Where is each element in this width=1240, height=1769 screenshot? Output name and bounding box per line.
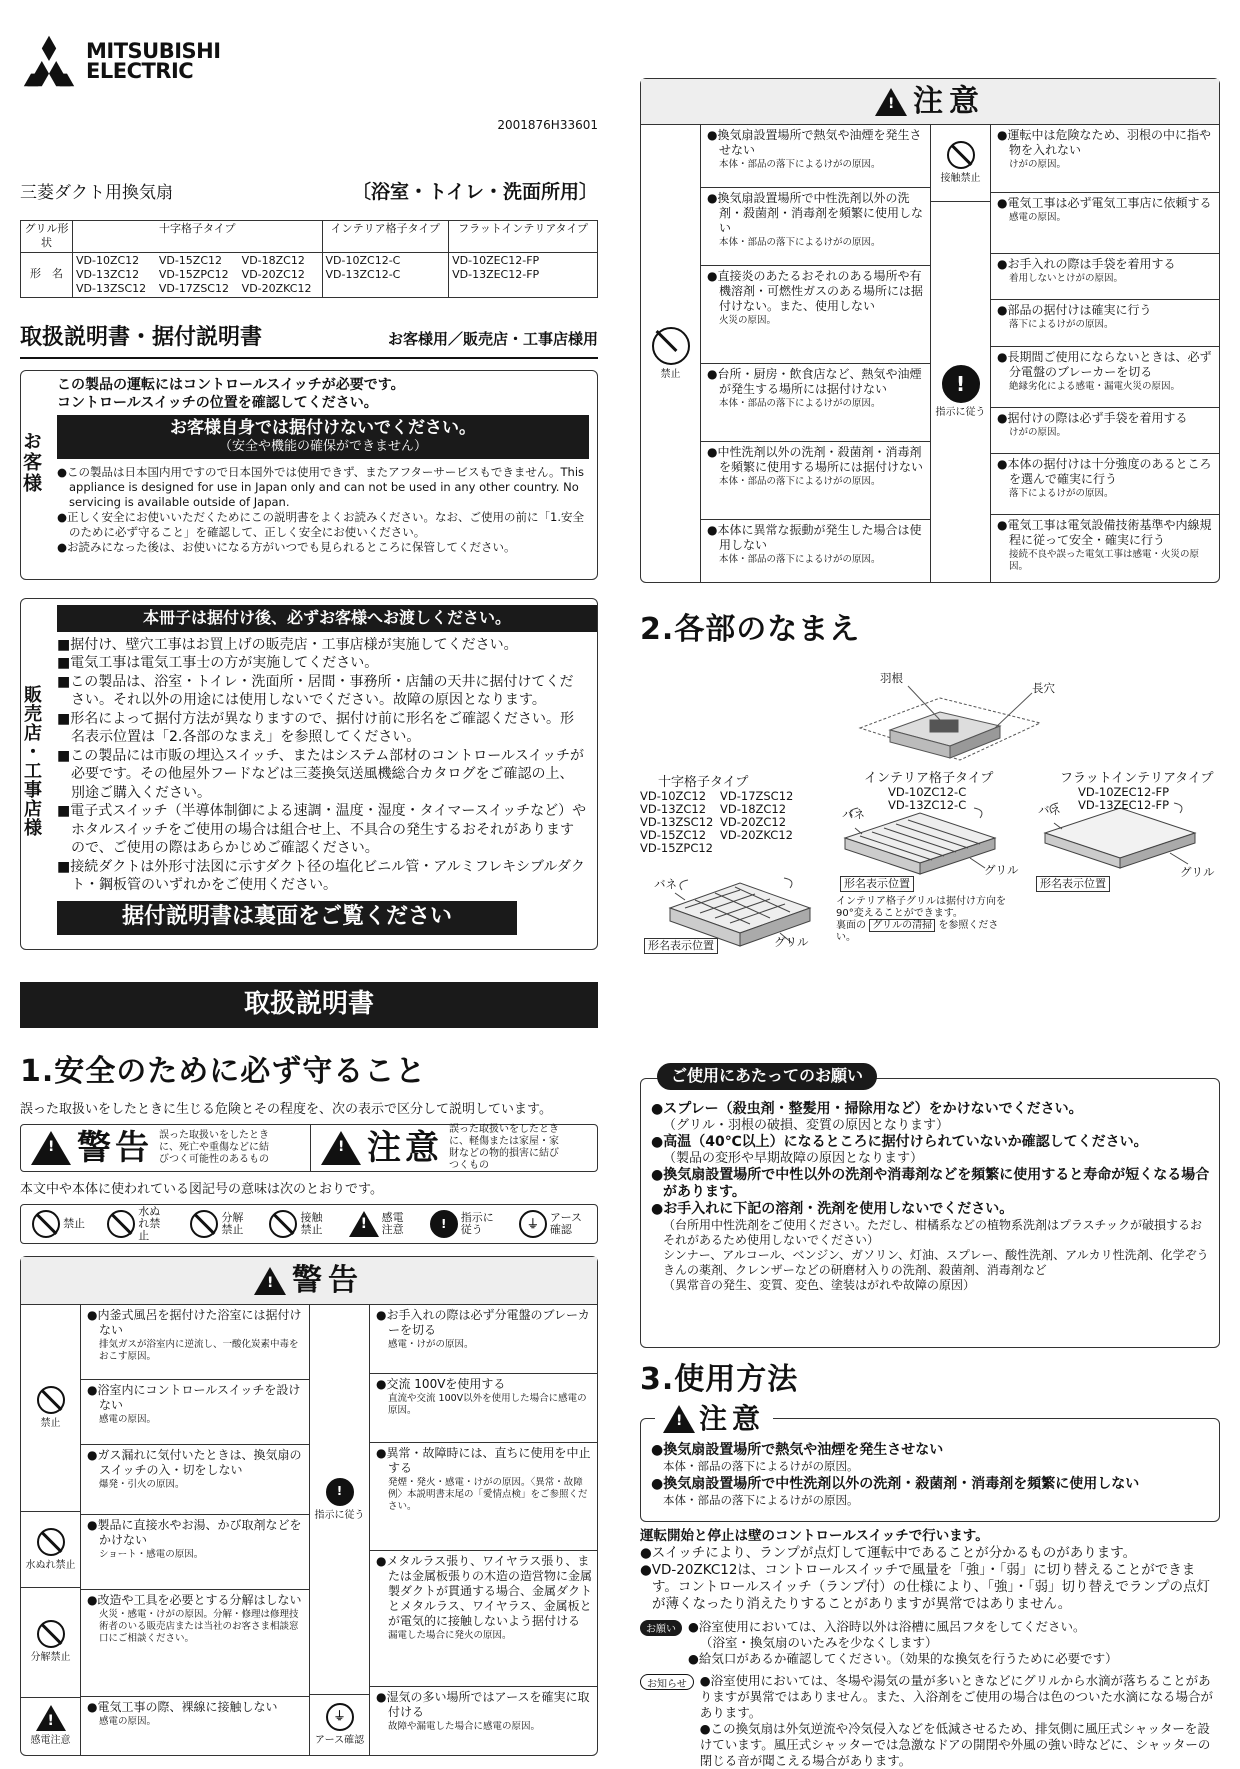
symbol-item	[430, 1210, 497, 1238]
icon-label: 接触禁止	[940, 173, 981, 184]
item-reason: 爆発・引火の原因。	[99, 1478, 185, 1490]
customer-warning-band	[57, 415, 589, 459]
product-row	[20, 180, 598, 205]
model-name: VD-18ZC12	[720, 802, 787, 816]
symbol-label: 水ぬれ禁止	[138, 1205, 161, 1242]
symbol-item	[349, 1211, 408, 1237]
brand-header	[20, 20, 598, 102]
caution-item	[991, 300, 1219, 346]
warning-triangle-icon	[31, 1131, 71, 1165]
list-item: ● スプレー（殺虫剤・整髪用・掃除用など）をかけないでください。	[651, 1101, 1211, 1118]
customer-box	[20, 370, 598, 580]
notice-badge: お知らせ	[640, 1674, 694, 1690]
item-reason: 着用しないとけがの原因。	[1009, 273, 1124, 285]
icon-cell	[21, 1305, 80, 1512]
item-text: ● 電気工事の際、裸線に接触しない	[87, 1700, 304, 1715]
icon-cell	[641, 125, 700, 582]
note-line: ●給気口があるか確認してください。（効果的な換気を行うために必要です）	[688, 1651, 1118, 1666]
request-list	[651, 1101, 1211, 1293]
interior-type-label: インテリア格子タイプ	[864, 771, 994, 786]
caution-item	[991, 254, 1219, 300]
item-reason: 感電の原因。	[1009, 212, 1067, 224]
no-touch-icon	[947, 141, 975, 169]
list-item: ● 換気扇設置場所で熱気や油煙を発生させない	[651, 1441, 1211, 1459]
model-name: VD-20ZC12	[720, 815, 787, 829]
list-item: ■ 接続ダクトは外形寸法図に示すダクト径の塩化ビニル管・アルミフレキシブルダクト・鋼板管のいずれかをご使用ください。	[57, 858, 587, 895]
icon-cell	[310, 1695, 369, 1755]
usage-heading: 3.使用方法	[640, 1362, 799, 1397]
item-text: ● 直接炎のあたるおそれのある場所や有機溶剤・可燃性ガスのある場所には据付けない。また、使用しない	[707, 269, 925, 314]
model-cell: VD-15ZPC12	[158, 267, 229, 281]
model-label: 形 名	[21, 252, 73, 297]
item-text: ● 浴室内にコントロールスイッチを設けない	[87, 1383, 304, 1413]
customer-side-label: お客様	[20, 431, 42, 494]
warning-legend	[21, 1125, 311, 1171]
dealer-band: 本冊子は据付け後、必ずお客様へお渡しください。	[57, 605, 597, 632]
intro-line: この製品の運転にはコントロールスイッチが必要です。	[57, 377, 405, 393]
icon-cell	[21, 1698, 80, 1755]
item-reason: 排気ガスが浴室内に逆流し、一酸化炭素中毒をおこす原因。	[99, 1339, 299, 1362]
cross-models-a	[640, 790, 713, 855]
caution-panel-title: 注意	[913, 84, 985, 119]
interior-models	[322, 252, 449, 297]
caution-item	[991, 193, 1219, 254]
dealer-list	[57, 636, 587, 895]
item-reason: 落下によるけがの原因。	[1009, 487, 1114, 499]
request-sub: シンナー、アルコール、ベンジン、ガソリン、灯油、スプレー、酸性洗剤、アルカリ性洗剤、化学ぞうきんの薬剤、クレンザーなどの研磨材入りの洗剤、殺菌剤、消毒剤など	[663, 1248, 1209, 1277]
grille-label: グリル形状	[21, 221, 73, 253]
caution-reason: 本体・部品の落下によるけがの原因。	[663, 1493, 859, 1507]
model-name: VD-13ZC12	[640, 802, 707, 816]
intro-line: コントロールスイッチの位置を確認してください。	[57, 395, 378, 411]
caution-panel-head	[641, 79, 1219, 125]
list-item: ● この製品は日本国内用ですので日本国外では使用できず、またアフターサービスもできません。This appliance is designed for use in Japan only and can not be used in any other country. No servicing is available outside of Japan.	[57, 465, 589, 510]
list-item: ● 正しく安全にお使いいただくためにこの説明書をよくお読みください。なお、ご使用の前に「1.安全のために必ず守ること」を確認して、正しく安全にお使いください。	[57, 510, 589, 540]
item-text: ● 製品に直接水やお湯、かび取剤などをかけない	[87, 1518, 304, 1548]
product-use: 〔浴室・トイレ・洗面所用〕	[351, 181, 598, 203]
list-item: ■ 据付け、壁穴工事はお買上げの販売店・工事店様が実施してください。	[57, 636, 587, 655]
request-sub: （台所用中性洗剤をご使用ください。ただし、柑橘系などの植物系洗剤はプラスチックが破損するおそれがあるため使用しないでください）	[663, 1218, 1203, 1247]
item-text: ● 台所・厨房・飲食店など、熱気や油煙が発生する場所には据付けない	[707, 367, 925, 397]
item-text: ● 換気扇設置場所で熱気や油煙を発生させない	[707, 128, 925, 158]
item-reason: 火災・感電・けがの原因。分解・修理は修理技術者のいる販売店または当社のお客さま相談窓口にご相談ください。	[99, 1608, 299, 1644]
warning-panel	[20, 1256, 598, 1756]
symbol-item	[519, 1210, 586, 1238]
item-text: ● ガス漏れに気付いたときは、換気扇のスイッチの入・切をしない	[87, 1448, 304, 1478]
ref-post: を参照ください。	[836, 920, 999, 943]
item-text: ● 電気工事は必ず電気工事店に依頼する	[997, 196, 1214, 211]
usage-caution-head	[655, 1401, 773, 1437]
item-reason: 接続不良や誤った電気工事は感電・火災の原因。	[1009, 548, 1200, 572]
warning-item	[370, 1551, 597, 1687]
warning-panel-title: 警告	[292, 1263, 364, 1298]
model-name: VD-10ZEC12-FP	[1078, 785, 1170, 799]
nameplate-tag: 形名表示位置	[840, 876, 914, 892]
caution-triangle-icon	[321, 1131, 361, 1165]
item-reason: 故障や漏電した場合に感電の原因。	[388, 1721, 541, 1733]
item-reason: 本体・部品の落下によるけがの原因。	[719, 236, 881, 248]
item-reason: 感電の原因。	[99, 1715, 157, 1727]
flat-models	[1078, 786, 1169, 812]
request-note	[640, 1619, 1220, 1667]
doc-number: 2001876H33601	[497, 118, 598, 132]
manual-audience: お客様用／販売店・工事店様用	[387, 330, 598, 348]
item-text: ● 運転中は危険なため、羽根の中に指や物を入れない	[997, 128, 1214, 158]
usage-caution-list	[651, 1441, 1211, 1507]
warning-item	[370, 1687, 597, 1755]
usage-body	[640, 1528, 1220, 1769]
list-item: ■ 電気工事は電気工事士の方が実施してください。	[57, 654, 587, 673]
brand-line1: MITSUBISHI	[86, 39, 221, 63]
electric-shock-icon	[349, 1211, 379, 1237]
note-line: ●この換気扇は外気逆流や冷気侵入などを低減させるため、排気側に風圧式シャッターを設けています。風圧式シャッターでは急激なドアの開閉や外風の強い時などに、シャッターの閉じる音が聞こえる場合があります。	[699, 1721, 1211, 1768]
parts-diagram	[640, 668, 1220, 1048]
warning-item	[370, 1305, 597, 1374]
safety-heading: 1.安全のために必ず守ること	[20, 1054, 427, 1089]
item-reason: 発煙・発火・感電・けがの原因。〈異常・故障例〉本説明書末尾の「愛情点検」をご参照ください。	[388, 1476, 588, 1512]
cross-models-b	[720, 790, 793, 842]
warning-item	[81, 1515, 309, 1590]
caution-item	[991, 408, 1219, 454]
notice-note	[640, 1673, 1220, 1769]
dealer-box	[20, 598, 598, 950]
item-reason: 本体・部品の落下によるけがの原因。	[719, 398, 881, 410]
caution-item	[991, 454, 1219, 515]
model-name: VD-13ZSC12	[640, 815, 714, 829]
note-line: ●浴室使用においては、入浴時以外は浴槽に風呂フタをしてください。	[688, 1619, 1086, 1634]
icon-label: アース確認	[314, 1735, 365, 1747]
instruction-icon: !	[430, 1210, 458, 1238]
usage-bullet: ● スイッチにより、ランプが点灯して運転中であることが分かるものがあります。	[640, 1545, 1220, 1562]
note-line: （浴室・換気扇のいたみを少なくします）	[700, 1635, 938, 1650]
warning-item	[81, 1445, 309, 1515]
model-cell: VD-10ZC12-C	[325, 253, 401, 267]
symbol-label: 感電注意	[381, 1211, 404, 1236]
interior-type-header: インテリア格子タイプ	[322, 221, 449, 253]
grille-label: グリル	[774, 935, 809, 949]
list-item: ● 高温（40℃以上）になるところに据付けられていないか確認してください。	[651, 1134, 1211, 1151]
warning-item	[81, 1305, 309, 1380]
model-name: VD-10ZC12-C	[888, 785, 967, 799]
model-cell: VD-20ZC12	[241, 267, 305, 281]
item-text: ● 異常・故障時には、直ちに使用を中止する	[376, 1446, 592, 1476]
symbol-item	[190, 1210, 247, 1238]
icon-label: 水ぬれ禁止	[25, 1559, 76, 1571]
icon-label: 指示に従う	[935, 407, 986, 418]
grille-label: グリル	[984, 863, 1019, 877]
product-type: 三菱ダクト用換気扇	[20, 183, 173, 203]
item-text: ● 換気扇設置場所で中性洗剤以外の洗剤・殺菌剤・消毒剤を頻繁に使用しない	[707, 191, 925, 236]
symbol-legend	[20, 1204, 598, 1244]
no-water-icon	[107, 1210, 135, 1238]
mitsubishi-logo-icon	[22, 31, 76, 91]
caution-item	[991, 125, 1219, 193]
item-reason: 感電・けがの原因。	[388, 1339, 474, 1350]
item-reason: 火災の原因。	[719, 314, 777, 326]
icon-cell	[931, 125, 990, 202]
band-sub: （安全や機能の確保ができません）	[218, 439, 427, 455]
symbol-label: 指示に従う	[460, 1211, 494, 1236]
item-text: ● 交流 100Vを使用する	[376, 1377, 592, 1392]
item-text: ● 部品の据付けは確実に行う	[997, 303, 1214, 318]
no-disassembly-icon	[190, 1210, 218, 1238]
caution-reason: 本体・部品の落下によるけがの原因。	[663, 1459, 859, 1473]
flat-type-header: フラットインテリアタイプ	[449, 221, 598, 253]
item-reason: 本体・部品の落下によるけがの原因。	[719, 159, 881, 170]
model-cell: VD-20ZKC12	[241, 281, 312, 295]
warning-item	[81, 1697, 309, 1755]
item-reason: けがの原因。	[1009, 426, 1067, 438]
warning-panel-head	[21, 1257, 597, 1305]
caution-label: 注意	[367, 1127, 443, 1168]
parts-heading: 2.各部のなまえ	[640, 612, 861, 647]
symbol-item	[107, 1206, 168, 1242]
safety-intro: 誤った取扱いをしたときに生じる危険とその程度を、次の表示で区分して説明しています。	[20, 1102, 552, 1117]
list-item: ● お読みになった後は、お使いになる方がいつでも見られるところに保管してください。	[57, 540, 589, 555]
cross-type-header: 十字格子タイプ	[73, 221, 323, 253]
usage-lead: 運転開始と停止は壁のコントロールスイッチで行います。	[640, 1528, 989, 1544]
caution-item	[991, 347, 1219, 408]
item-text: ● 電気工事は電気設備技術基準や内線規程に従って安全・確実に行う	[997, 518, 1214, 548]
model-cell: VD-15ZC12	[158, 253, 223, 267]
nameplate-tag: 形名表示位置	[1036, 876, 1110, 892]
list-item: ● 換気扇設置場所で中性洗剤以外の洗剤・殺菌剤・消毒剤を頻繁に使用しない	[651, 1475, 1211, 1493]
warning-triangle-icon	[254, 1267, 286, 1295]
manual-title-row	[20, 324, 598, 359]
brand-line2: ELECTRIC	[86, 59, 194, 83]
spring-label: バネ	[654, 877, 677, 891]
ref-pre: 裏面の	[836, 920, 866, 931]
prohibited-icon	[32, 1210, 60, 1238]
icon-label: 分解禁止	[30, 1652, 71, 1664]
usage-request-box	[640, 1066, 1220, 1348]
cross-models	[73, 252, 323, 297]
item-reason: 絶縁劣化による感電・漏電火災の原因。	[1009, 380, 1181, 392]
symbol-label: 接触禁止	[300, 1211, 323, 1236]
caution-legend	[311, 1125, 597, 1171]
icon-label: 禁止	[660, 368, 681, 380]
usage-caution-box	[640, 1402, 1220, 1522]
back-side-band: 据付説明書は裏面をご覧ください	[57, 901, 517, 936]
list-item: ■ 形名によって据付方法が異なりますので、据付け前に形名をご確認ください。形名表示位置は「2.各部のなまえ」を参照してください。	[57, 710, 587, 747]
caution-item	[991, 515, 1219, 582]
no-water-icon	[37, 1528, 65, 1556]
grille-label: グリル	[1180, 865, 1215, 879]
warning-item	[370, 1374, 597, 1443]
slot-label: 長穴	[1032, 681, 1055, 695]
left-column	[20, 20, 598, 1747]
symbol-label: 分解禁止	[221, 1211, 244, 1236]
model-cell: VD-10ZC12	[76, 253, 140, 267]
list-item: ■ この製品には市販の埋込スイッチ、またはシステム部材のコントロールスイッチが必要です。その他屋外フードなどは三菱換気送風機総合カタログをご確認の上、別途ご購入ください。	[57, 747, 587, 803]
warning-label: 警告	[77, 1127, 153, 1168]
item-text: ● 据付けの際は必ず手袋を着用する	[997, 411, 1214, 426]
caution-item	[701, 188, 930, 266]
item-reason: ショート・感電の原因。	[99, 1548, 204, 1560]
item-text: ● 内釜式風呂を据付けた浴室には据付けない	[87, 1308, 304, 1338]
interior-note-text: インテリア格子グリルは据付け方向を90°変えることができます。	[836, 896, 1006, 919]
item-reason: 漏電した場合に発火の原因。	[388, 1629, 512, 1641]
icon-label: 感電注意	[30, 1735, 71, 1747]
request-title: ご使用にあたってのお願い	[657, 1063, 877, 1090]
prohibited-icon	[652, 327, 690, 365]
symbol-label: 禁止	[63, 1217, 86, 1230]
blade-label: 羽根	[880, 671, 903, 685]
section-band: 取扱説明書	[20, 982, 598, 1028]
warning-item	[370, 1443, 597, 1551]
request-sub: （異常音の発生、変質、変色、塗装はがれや故障の原因）	[663, 1278, 976, 1292]
caution-triangle-icon	[663, 1405, 695, 1433]
warning-desc: 誤った取扱いをしたときに、死亡や重傷などに結びつく可能性のあるもの	[159, 1130, 269, 1165]
item-reason: 感電の原因。	[99, 1414, 157, 1426]
icon-label: 指示に従う	[314, 1509, 365, 1521]
parts-illustration	[640, 668, 1220, 1048]
model-name: VD-20ZKC12	[720, 828, 793, 842]
caution-item	[701, 125, 930, 188]
ref-box: グリルの清掃	[869, 919, 935, 932]
icon-cell	[931, 202, 990, 582]
list-item: ■ 電子式スイッチ（半導体制御による速調・温度・湿度・タイマースイッチなど）やホタルスイッチをご使用の場合は組合せ上、不具合の発生するおそれがありますので、ご使用の際はあらかじめご確認ください。	[57, 802, 587, 858]
flat-type-label: フラットインテリアタイプ	[1060, 771, 1214, 786]
list-item: ● 換気扇設置場所で中性以外の洗剤や消毒剤などを頻繁に使用すると寿命が短くなる場合があります。	[651, 1167, 1211, 1201]
list-item: ■ この製品は、浴室・トイレ・洗面所・居間・事務所・店舗の天井に据付けてください。それ以外の用途には使用しないでください。故障の原因となります。	[57, 673, 587, 710]
brand-name	[86, 41, 221, 81]
symbol-item	[269, 1210, 326, 1238]
model-cell: VD-13ZC12-C	[325, 267, 401, 281]
item-text: ● 湿気の多い場所ではアースを確実に取付ける	[376, 1690, 592, 1720]
item-text: ● 長期間ご使用にならないときは、必ず分電盤のブレーカーを切る	[997, 350, 1214, 380]
model-cell: VD-13ZSC12	[76, 281, 147, 295]
item-text: ● 本体の据付けは十分強度のあるところを選んで確実に行う	[997, 457, 1214, 487]
note-line: ●浴室使用においては、冬場や湯気の量が多いときなどにグリルから水滴が落ちることがありますが異常ではありません。また、入浴剤をご使用の場合は色のついた水滴になる場合があります。	[699, 1673, 1213, 1720]
caution-item	[701, 266, 930, 364]
item-reason: 本体・部品の落下によるけがの原因。	[719, 554, 881, 566]
request-badge: お願い	[640, 1620, 682, 1636]
model-name: VD-10ZC12	[640, 789, 707, 803]
warning-item	[81, 1590, 309, 1697]
warning-item	[81, 1380, 309, 1445]
manual-title: 取扱説明書・据付説明書	[20, 325, 263, 350]
item-text: ● お手入れの際は手袋を着用する	[997, 257, 1214, 272]
model-name: VD-15ZC12	[640, 828, 707, 842]
model-cell: VD-13ZC12	[76, 267, 140, 281]
model-name: VD-15ZPC12	[640, 841, 713, 855]
symbol-item	[32, 1210, 85, 1238]
spring-label: バネ	[842, 807, 865, 821]
caution-desc: 誤った取扱いをしたときに、軽傷または家屋・家財などの物的損害に結びつくもの	[449, 1124, 559, 1171]
earth-ground-icon: ⏚	[326, 1703, 354, 1731]
item-text: ● メタルラス張り、ワイヤラス張り、または金属板張りの木造の造営物に金属製ダクトが貫通する場合、金属ダクトとメタルラス、ワイヤラス、金属板とが電気的に接触しないよう据付ける	[376, 1554, 592, 1629]
no-touch-icon	[269, 1210, 297, 1238]
interior-models	[888, 786, 966, 812]
list-item: ● お手入れに下記の溶剤・洗剤を使用しないでください。	[651, 1201, 1211, 1218]
prohibited-icon	[37, 1386, 65, 1414]
item-text: ● お手入れの際は必ず分電盤のブレーカーを切る	[376, 1308, 592, 1338]
model-cell: VD-10ZEC12-FP	[452, 253, 540, 267]
usage-caution-title: 注意	[699, 1402, 766, 1435]
caution-triangle-icon	[875, 88, 907, 116]
no-disassembly-icon	[37, 1620, 65, 1648]
caution-panel	[640, 78, 1220, 583]
request-sub: （グリル・羽根の破損、変質の原因となります）	[663, 1118, 950, 1133]
band-main: お客様自身では据付けないでください。	[170, 418, 476, 438]
usage-bullet: ● VD-20ZKC12は、コントロールスイッチで風量を「強」・「弱」に切り替えることができます。コントロールスイッチ（ランプ付）の仕様により、「強」・「弱」切り替えでランプの点灯が薄くなったり消えたりすることがありますが異常ではありません。	[640, 1562, 1220, 1613]
hazard-legend	[20, 1124, 598, 1172]
spring-label: バネ	[1038, 803, 1061, 817]
item-reason: けがの原因。	[1009, 159, 1067, 170]
item-reason: 直流や交流 100V以外を使用した場合に感電の原因。	[388, 1392, 587, 1416]
caution-item	[701, 442, 930, 520]
icon-cell	[310, 1305, 369, 1695]
electric-shock-icon	[36, 1705, 66, 1731]
model-name: VD-13ZC12-C	[888, 798, 967, 812]
symbol-label: アース確認	[549, 1211, 583, 1236]
item-text: ● 中性洗剤以外の洗剤・殺菌剤・消毒剤を頻繁に使用する場所には据付けない	[707, 445, 925, 475]
cross-type-label: 十字格子タイプ	[658, 775, 749, 790]
icon-label: 禁止	[40, 1418, 61, 1430]
symbols-intro: 本文中や本体に使われている図記号の意味は次のとおりです。	[20, 1182, 383, 1197]
item-text: ● 本体に異常な振動が発生した場合は使用しない	[707, 523, 925, 553]
caution-item	[701, 520, 930, 582]
item-reason: 落下によるけがの原因。	[1009, 319, 1114, 331]
model-cell: VD-17ZSC12	[158, 281, 229, 295]
instruction-icon: !	[942, 365, 980, 403]
earth-ground-icon: ⏚	[519, 1210, 547, 1238]
model-table	[20, 220, 598, 298]
icon-cell	[21, 1588, 80, 1698]
customer-notes	[57, 465, 589, 555]
dealer-side-label: 販売店・工事店様	[21, 685, 42, 837]
interior-note	[836, 896, 1016, 944]
request-sub: （製品の変形や早期故障の原因となります）	[663, 1151, 924, 1166]
model-cell: VD-18ZC12	[241, 253, 305, 267]
model-name: VD-17ZSC12	[720, 789, 794, 803]
model-cell: VD-13ZEC12-FP	[452, 267, 540, 281]
instruction-icon: !	[326, 1478, 354, 1506]
nameplate-tag: 形名表示位置	[644, 938, 718, 954]
caution-item	[701, 364, 930, 442]
model-name: VD-13ZEC12-FP	[1078, 798, 1170, 812]
flat-models	[449, 252, 598, 297]
icon-cell	[21, 1512, 80, 1588]
item-text: ● 改造や工具を必要とする分解はしない	[87, 1593, 304, 1608]
customer-intro	[57, 376, 597, 412]
item-reason: 本体・部品の落下によるけがの原因。	[719, 476, 881, 488]
